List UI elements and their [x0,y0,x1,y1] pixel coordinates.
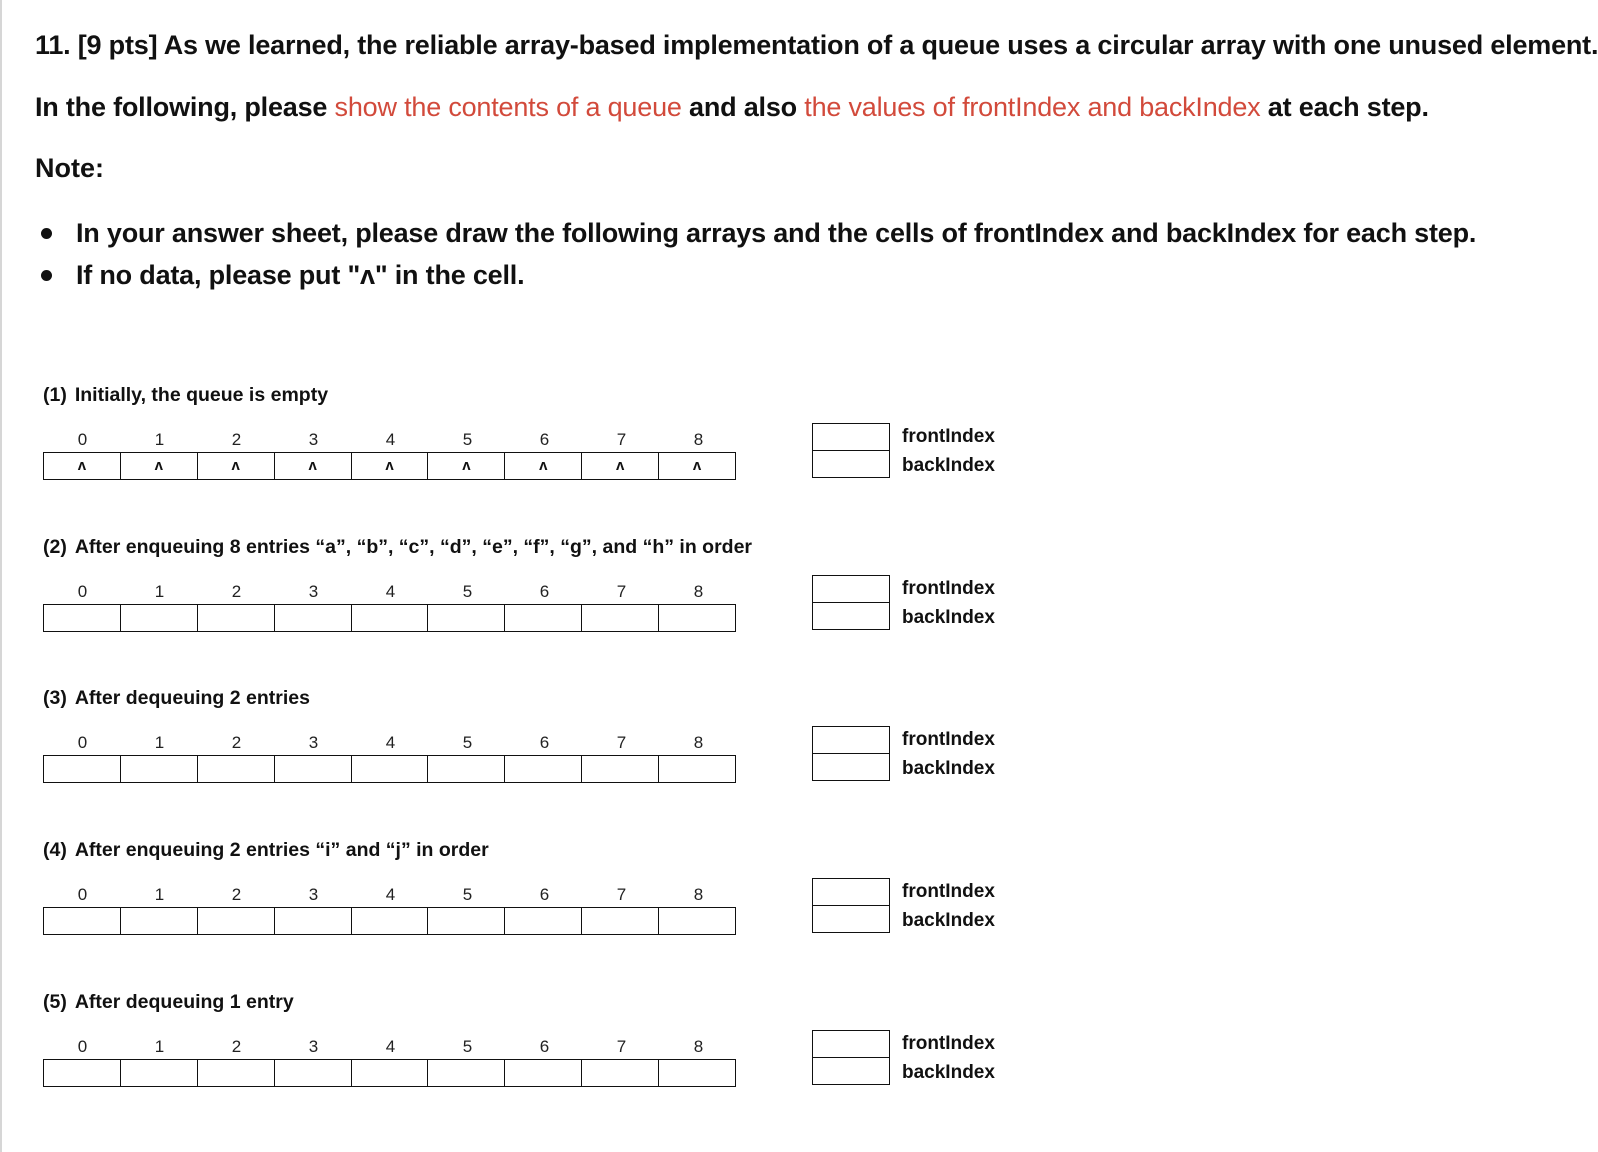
array-cell[interactable] [121,1060,198,1086]
queue-array [43,452,736,480]
back-index-label: backIndex [902,758,995,779]
bullet-text: In your answer sheet, please draw the following arrays and the cells of frontIndex and backIndex for each step. [76,218,1477,248]
array-index-label: 5 [462,582,473,601]
step-block [0,991,1100,1111]
instruction-part3: at each step. [1267,92,1429,122]
bullet-item [35,212,1476,254]
array-cell[interactable]: ʌ [44,453,121,479]
array-cell[interactable] [121,605,198,631]
array-index-label: 7 [616,430,627,449]
array-index-label: 6 [539,430,550,449]
array-index-label: 1 [154,1037,165,1056]
step-block [0,839,1100,959]
array-cell[interactable] [659,1060,735,1086]
array-index-label: 0 [77,1037,88,1056]
array-index-label: 0 [77,582,88,601]
note-label: Note: [35,153,104,183]
front-index-box[interactable] [812,1030,890,1058]
question-points: [9 pts] [77,30,158,60]
array-index-label: 1 [154,582,165,601]
step-block [0,384,1100,504]
array-cell[interactable] [505,756,582,782]
array-cell[interactable] [44,908,121,934]
array-cell[interactable]: ʌ [582,453,659,479]
array-index-label: 0 [77,733,88,752]
array-cell[interactable] [44,605,121,631]
array-cell[interactable] [121,908,198,934]
step-block [0,687,1100,807]
array-cell[interactable]: ʌ [352,453,429,479]
array-cell[interactable] [352,756,429,782]
array-cell[interactable] [582,605,659,631]
array-cell[interactable]: ʌ [505,453,582,479]
array-cell[interactable] [428,908,505,934]
array-index-label: 7 [616,885,627,904]
array-cell[interactable]: ʌ [121,453,198,479]
index-row [44,582,737,604]
step-number: (2) [43,536,67,558]
array-index-label: 5 [462,430,473,449]
array-cell[interactable] [352,605,429,631]
instruction-part2: and also [689,92,797,122]
array-index-label: 3 [308,430,319,449]
array-index-label: 8 [693,1037,704,1056]
array-cell[interactable] [121,756,198,782]
array-index-label: 7 [616,582,627,601]
array-cell[interactable] [275,908,352,934]
bullet-item [35,254,1476,296]
step-title-text: After enqueuing 8 entries “a”, “b”, “c”, “d”, “e”, “f”, “g”, and “h” in order [74,536,753,558]
back-index-label: backIndex [902,607,995,628]
bullet-text: If no data, please put "ʌ" in the cell. [76,260,525,290]
array-index-label: 5 [462,885,473,904]
array-index-label: 3 [308,1037,319,1056]
front-index-box[interactable] [812,726,890,754]
array-cell[interactable]: ʌ [428,453,505,479]
bullet-dot-icon [41,270,52,281]
question-text: As we learned, the reliable array-based implementation of a queue uses a circular array with one unused element. [163,30,1598,60]
array-cell[interactable] [505,908,582,934]
array-cell[interactable]: ʌ [692,457,702,474]
array-index-label: 4 [385,1037,396,1056]
array-cell[interactable] [198,1060,275,1086]
instruction-highlight-contents: show the contents of a queue [334,92,682,122]
front-index-label: frontIndex [902,729,995,750]
array-index-label: 5 [462,1037,473,1056]
array-index-label: 0 [77,430,88,449]
array-cell[interactable] [428,756,505,782]
array-index-label: 4 [385,582,396,601]
array-index-label: 8 [693,582,704,601]
instruction-highlight-indices: the values of frontIndex and backIndex [804,92,1261,122]
index-row [44,1037,737,1059]
array-index-label: 3 [308,885,319,904]
array-cell[interactable] [352,908,429,934]
front-index-label: frontIndex [902,578,995,599]
array-cell[interactable] [275,756,352,782]
array-index-label: 2 [231,733,242,752]
index-row [44,885,737,907]
array-index-label: 6 [539,733,550,752]
array-cell[interactable] [44,756,121,782]
array-index-label: 3 [308,733,319,752]
front-index-label: frontIndex [902,426,995,447]
queue-array [43,1059,736,1087]
array-cell[interactable] [352,1060,429,1086]
array-index-label: 3 [308,582,319,601]
array-cell[interactable] [582,1060,659,1086]
array-cell[interactable]: ʌ [198,453,275,479]
array-cell[interactable] [659,908,735,934]
step-title [43,991,294,1014]
array-cell[interactable] [275,605,352,631]
array-index-label: 2 [231,582,242,601]
array-index-label: 2 [231,885,242,904]
array-index-label: 8 [693,430,704,449]
array-index-label: 2 [231,430,242,449]
back-index-box[interactable] [812,602,890,630]
array-index-label: 7 [616,1037,627,1056]
back-index-label: backIndex [902,1062,995,1083]
question-title [35,30,1598,61]
array-cell[interactable] [582,756,659,782]
array-cell[interactable] [582,908,659,934]
step-title-text: Initially, the queue is empty [74,384,329,406]
array-index-label: 6 [539,582,550,601]
step-number: (5) [43,991,67,1013]
step-title [43,384,328,407]
array-index-label: 4 [385,733,396,752]
instruction-line [35,92,1429,123]
back-index-box[interactable] [812,1057,890,1085]
array-cell[interactable] [275,1060,352,1086]
note-bullets [35,212,1476,296]
back-index-box[interactable] [812,905,890,933]
array-cell[interactable] [198,756,275,782]
back-index-label: backIndex [902,910,995,931]
array-index-label: 4 [385,885,396,904]
queue-array [43,907,736,935]
instruction-part1: In the following, please [35,92,328,122]
array-index-label: 1 [154,885,165,904]
step-title [43,536,752,559]
front-index-box[interactable] [812,575,890,603]
back-index-label: backIndex [902,455,995,476]
step-title-text: After dequeuing 2 entries [74,687,310,709]
array-cell[interactable] [505,1060,582,1086]
back-index-box[interactable] [812,450,890,478]
array-index-label: 7 [616,733,627,752]
array-index-label: 4 [385,430,396,449]
array-index-label: 0 [77,885,88,904]
array-index-label: 8 [693,885,704,904]
array-cell[interactable] [198,908,275,934]
array-cell[interactable] [198,605,275,631]
step-number: (4) [43,839,67,861]
array-cell[interactable] [428,605,505,631]
step-number: (3) [43,687,67,709]
index-row [44,430,737,452]
front-index-box[interactable] [812,423,890,451]
array-cell[interactable] [659,605,735,631]
queue-array [43,604,736,632]
back-index-box[interactable] [812,753,890,781]
step-title [43,839,489,862]
array-index-label: 1 [154,430,165,449]
step-title-text: After dequeuing 1 entry [74,991,294,1013]
bullet-dot-icon [41,228,52,239]
queue-array [43,755,736,783]
step-title [43,687,310,710]
array-cell[interactable] [659,756,735,782]
front-index-label: frontIndex [902,1033,995,1054]
question-number: 11. [35,30,71,60]
array-cell[interactable] [505,605,582,631]
array-index-label: 6 [539,1037,550,1056]
front-index-box[interactable] [812,878,890,906]
array-index-label: 8 [693,733,704,752]
array-index-label: 1 [154,733,165,752]
array-cell[interactable] [44,1060,121,1086]
step-number: (1) [43,384,67,406]
array-cell[interactable] [428,1060,505,1086]
step-title-text: After enqueuing 2 entries “i” and “j” in order [74,839,489,861]
array-index-label: 5 [462,733,473,752]
front-index-label: frontIndex [902,881,995,902]
array-index-label: 2 [231,1037,242,1056]
index-row [44,733,737,755]
array-cell[interactable]: ʌ [275,453,352,479]
array-index-label: 6 [539,885,550,904]
step-block [0,536,1100,656]
